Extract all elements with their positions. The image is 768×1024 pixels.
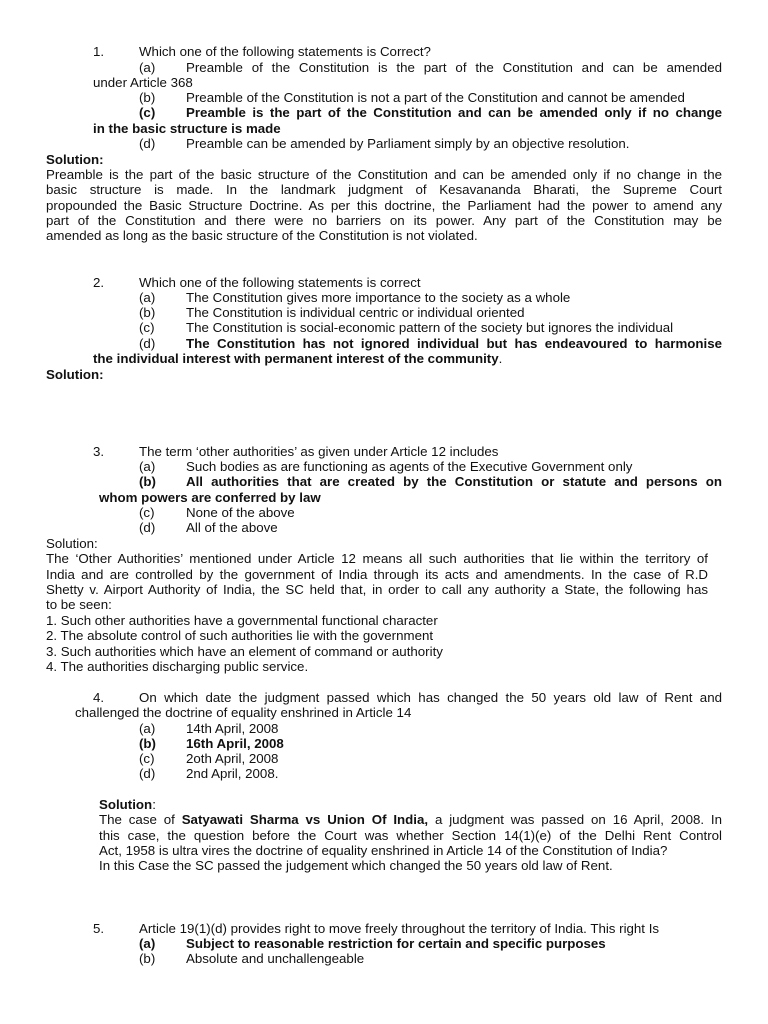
- solution-heading-colon: :: [152, 797, 156, 812]
- option-text: Preamble of the Constitution is the part of the Constitution and can be amended: [186, 60, 722, 75]
- option-label: (d): [139, 520, 156, 535]
- option-text: None of the above: [186, 505, 295, 520]
- solution-heading-label: Solution: [99, 797, 153, 812]
- option-text: 2oth April, 2008: [186, 751, 279, 766]
- option-text: The Constitution gives more importance to the society as a whole: [186, 290, 571, 305]
- solution-line: 2. The absolute control of such authorities lie with the government: [46, 628, 434, 643]
- solution-line: Shetty v. Airport Authority of India, the SC held that, in order to call any authority a State, the following has: [46, 582, 708, 597]
- question-number: 1.: [93, 44, 105, 59]
- option-label-correct: (a): [139, 936, 156, 951]
- solution-line: Preamble is the part of the basic structure of the Constitution and can be amended only if no change in the: [46, 167, 722, 182]
- option-text-correct: All authorities that are created by the Constitution or statute and persons on: [186, 474, 722, 489]
- option-text: The Constitution is social-economic pattern of the society but ignores the individual: [186, 320, 674, 335]
- solution-heading: Solution:: [46, 152, 104, 167]
- option-label: (b): [139, 951, 156, 966]
- question-number: 5.: [93, 921, 105, 936]
- solution-heading: Solution:: [46, 536, 98, 551]
- option-text-cont: [93, 351, 502, 366]
- option-text-correct: Preamble is the part of the Constitution and can be amended only if no change: [186, 105, 722, 120]
- option-text: Preamble can be amended by Parliament simply by an objective resolution.: [186, 136, 630, 151]
- solution-heading: [99, 797, 156, 812]
- option-label-correct: (b): [139, 736, 156, 751]
- option-text: Absolute and unchallengeable: [186, 951, 365, 966]
- question-text: The term ‘other authorities’ as given under Article 12 includes: [139, 444, 499, 459]
- option-text-correct: Subject to reasonable restriction for certain and specific purposes: [186, 936, 606, 951]
- question-text: Article 19(1)(d) provides right to move freely throughout the territory of India. This right Is: [139, 921, 660, 936]
- option-label: (c): [139, 320, 155, 335]
- solution-line: part of the Constitution and there were no barriers on its power. Any part of the Constitution may be: [46, 213, 722, 228]
- option-text-cont-bold: the individual interest with permanent interest of the community: [93, 351, 499, 366]
- option-label-correct: (b): [139, 474, 156, 489]
- solution-line: Act, 1958 is ultra vires the doctrine of equality enshrined in Article 14 of the Constitution of India?: [99, 843, 668, 858]
- solution-line: 3. Such authorities which have an element of command or authority: [46, 644, 443, 659]
- option-text-cont: in the basic structure is made: [93, 121, 281, 136]
- option-label: (a): [139, 721, 156, 736]
- question-number: 3.: [93, 444, 105, 459]
- solution-line: propounded the Basic Structure Doctrine. As per this doctrine, the Parliament had the power to amend any: [46, 198, 722, 213]
- option-label: (d): [139, 136, 156, 151]
- option-label: (a): [139, 290, 156, 305]
- solution-line: The ‘Other Authorities’ mentioned under Article 12 means all such authorities that lie within the territory of: [46, 551, 708, 566]
- option-text: Preamble of the Constitution is not a part of the Constitution and cannot be amended: [186, 90, 685, 105]
- option-text: All of the above: [186, 520, 278, 535]
- option-text: 2nd April, 2008.: [186, 766, 279, 781]
- option-label: (b): [139, 90, 156, 105]
- option-label: (d): [139, 766, 156, 781]
- solution-intro: The case of: [99, 812, 182, 827]
- option-text-correct: The Constitution has not ignored individual but has endeavoured to harmonise: [186, 336, 722, 351]
- option-label: (a): [139, 459, 156, 474]
- question-text: On which date the judgment passed which has changed the 50 years old law of Rent and: [139, 690, 722, 705]
- solution-line: basic structure is made. In the landmark judgment of Kesavananda Bharati, the Supreme Court: [46, 182, 722, 197]
- option-text: The Constitution is individual centric or individual oriented: [186, 305, 525, 320]
- solution-case-name: Satyawati Sharma vs Union Of India,: [181, 812, 429, 827]
- solution-line: India and are controlled by the government of India through its acts and amendments. In the case of R.D: [46, 567, 708, 582]
- solution-heading: Solution:: [46, 367, 104, 382]
- solution-line: amended as long as the basic structure of the Constitution is not violated.: [46, 228, 478, 243]
- solution-line: to be seen:: [46, 597, 112, 612]
- solution-line: [99, 812, 722, 827]
- option-text-cont-period: .: [498, 351, 503, 366]
- solution-line: 4. The authorities discharging public service.: [46, 659, 309, 674]
- question-number: 4.: [93, 690, 105, 705]
- option-text: 14th April, 2008: [186, 721, 279, 736]
- option-text-cont: under Article 368: [93, 75, 193, 90]
- option-label: (c): [139, 505, 155, 520]
- option-label: (b): [139, 305, 156, 320]
- option-label-correct: (c): [139, 105, 156, 120]
- option-label: (a): [139, 60, 156, 75]
- solution-line: this case, the question before the Court was whether Section 14(1)(e) of the Delhi Rent Control: [99, 828, 722, 843]
- option-text: Such bodies as are functioning as agents of the Executive Government only: [186, 459, 633, 474]
- question-text: Which one of the following statements is correct: [139, 275, 421, 290]
- option-label: (c): [139, 751, 155, 766]
- question-text: Which one of the following statements is Correct?: [139, 44, 431, 59]
- solution-line-rest: a judgment was passed on 16 April, 2008. In: [428, 812, 723, 827]
- question-number: 2.: [93, 275, 105, 290]
- option-label: (d): [139, 336, 156, 351]
- option-text-cont: whom powers are conferred by law: [99, 490, 321, 505]
- solution-line: In this Case the SC passed the judgement which changed the 50 years old law of Rent.: [99, 858, 613, 873]
- solution-line: 1. Such other authorities have a governmental functional character: [46, 613, 438, 628]
- question-text-cont: challenged the doctrine of equality enshrined in Article 14: [75, 705, 412, 720]
- option-text-correct: 16th April, 2008: [186, 736, 284, 751]
